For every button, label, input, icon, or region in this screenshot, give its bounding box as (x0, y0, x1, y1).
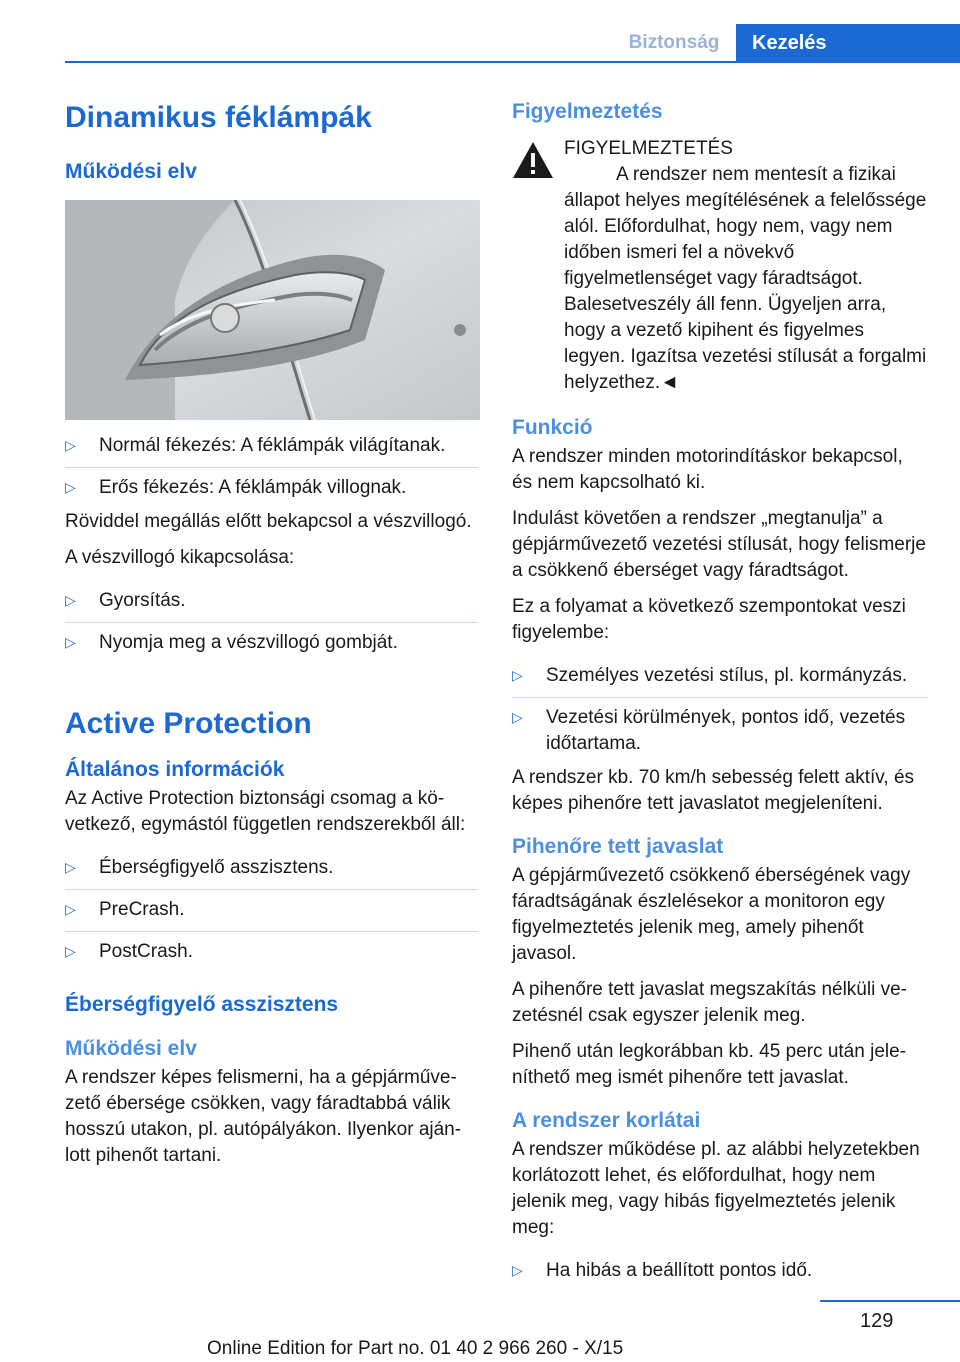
list-item: ▷ Gyorsítás. (65, 581, 478, 623)
list-item: ▷ PreCrash. (65, 890, 478, 932)
warning-heading: Figyelmeztetés (512, 100, 663, 123)
subtitle-general-info: Általános információk (65, 758, 285, 781)
tab-kezeles[interactable]: Kezelés (736, 24, 960, 62)
triangle-bullet-icon: ▷ (65, 479, 76, 495)
subtitle-attention-assistant: Éberségfigyelő asszisztens (65, 993, 339, 1016)
warning-triangle-icon (512, 140, 554, 180)
subtitle-limits: A rendszer korlátai (512, 1109, 701, 1132)
section-title-active-protection: Active Protection (65, 707, 312, 740)
paragraph: A rendszer működése pl. az alábbi helyzetekben korlátozott lehet, és előfordulhat, hogy nem jelenik meg, vagy hibás figyelmeztetés jelenik meg: (512, 1139, 920, 1238)
edition-footer: Online Edition for Part no. 01 40 2 966 260 - X/15 (207, 1338, 624, 1359)
page-number: 129 (860, 1310, 894, 1332)
list-item: ▷ Normál fékezés: A féklámpák világítanak. (65, 426, 478, 468)
triangle-bullet-icon: ▷ (65, 859, 76, 875)
list-item: ▷ Erős fékezés: A féklámpák villognak. (65, 477, 407, 498)
triangle-bullet-icon: ▷ (65, 437, 76, 453)
list-item: ▷ Ha hibás a beállított pontos idő. (512, 1260, 813, 1281)
paragraph: A rendszer kb. 70 km/h sebesség felett aktív, és képes pihenőre tett javaslatot megjeleníteni. (512, 767, 915, 814)
paragraph: A vészvillogó kikapcsolása: (65, 547, 295, 568)
triangle-bullet-icon: ▷ (65, 592, 76, 608)
tab-biztonsag[interactable]: Biztonság (628, 32, 720, 53)
paragraph: Röviddel megállás előtt bekapcsol a vészvillogó. (65, 511, 472, 532)
warning-body: A rendszer nem mentesít a fizikai állapot helyes megítélésének a felelőssége alól. Előfordulhat, hogy nem, vagy nem időben ismeri fel a növekvő figyelmetlenséget vagy fáradtságot. Balesetveszély áll fenn. Ügyeljen arra, hogy a vezető kipihent és figyelmes legyen. Igazítsa vezetési stílusát a forgalmi helyzethez.◄ (564, 164, 927, 393)
triangle-bullet-icon: ▷ (65, 634, 76, 650)
footer-rule (820, 1300, 960, 1302)
brake-lamp-figure (65, 200, 480, 420)
subtitle-function: Funkció (512, 416, 593, 439)
subtitle-principle-2: Működési elv (65, 1037, 197, 1060)
paragraph: Indulást követően a rendszer „megtanulja” a gépjárművezető vezetési stílusát, hogy felismerje a csökkenő éberséget vagy fáradtságot. (512, 508, 926, 581)
right-column (512, 98, 928, 1292)
list-item: ▷ Éberségfigyelő asszisztens. (65, 848, 478, 890)
warning-caps: FIGYELMEZTETÉS (564, 138, 733, 159)
paragraph: A gépjárművezető csökkenő éberségének vagy fáradtságának észlelésekor a monitoron egy figyelmeztetés jelenik meg, amely pihenőt javasol. (512, 865, 911, 964)
list-item: ▷ PostCrash. (65, 941, 193, 962)
header-rule (65, 61, 960, 63)
brake-behaviour-list (65, 426, 478, 509)
paragraph: Az Active Protection biztonsági csomag a következő, egymástól független rendszerekből áll: (65, 788, 466, 835)
triangle-bullet-icon: ▷ (512, 709, 523, 725)
top-bar (0, 24, 960, 62)
subtitle-break-suggestion: Pihenőre tett javaslat (512, 835, 724, 858)
subtitle-principle: Működési elv (65, 160, 197, 183)
paragraph: A pihenőre tett javaslat megszakítás nélküli vezetésnél csak egyszer jelenik meg. (512, 979, 907, 1026)
triangle-bullet-icon: ▷ (65, 901, 76, 917)
list-item: ▷ Személyes vezetési stílus, pl. kormányzás. (512, 656, 928, 698)
paragraph: A rendszer képes felismerni, ha a gépjárművezető ébersége csökken, vagy fáradtabbá válik hosszú utakon, pl. autópályákon. Ilyenkor ajánlott pihenőt tartani. (65, 1067, 462, 1166)
triangle-bullet-icon: ▷ (65, 943, 76, 959)
list-item: ▷ Nyomja meg a vészvillogó gombját. (65, 632, 398, 653)
hazard-off-list (65, 581, 478, 664)
paragraph: A rendszer minden motorindításkor bekapcsol, és nem kapcsolható ki. (512, 446, 903, 493)
paragraph: Pihenő után legkorábban kb. 45 perc után jeleníthető meg ismét pihenőre tett javaslat. (512, 1041, 907, 1088)
section-title-brake-lamps: Dinamikus féklámpák (65, 101, 372, 134)
triangle-bullet-icon: ▷ (512, 1262, 523, 1278)
list-item: ▷ Vezetési körülmények, pontos idő, vezetés időtartama. (512, 707, 906, 754)
aspects-list (512, 656, 928, 765)
warning-block (512, 136, 928, 396)
limits-list (512, 1251, 928, 1292)
left-column (65, 98, 478, 1179)
systems-list (65, 848, 478, 973)
triangle-bullet-icon: ▷ (512, 667, 523, 683)
paragraph: Ez a folyamat a következő szempontokat veszi figyelembe: (512, 596, 906, 643)
